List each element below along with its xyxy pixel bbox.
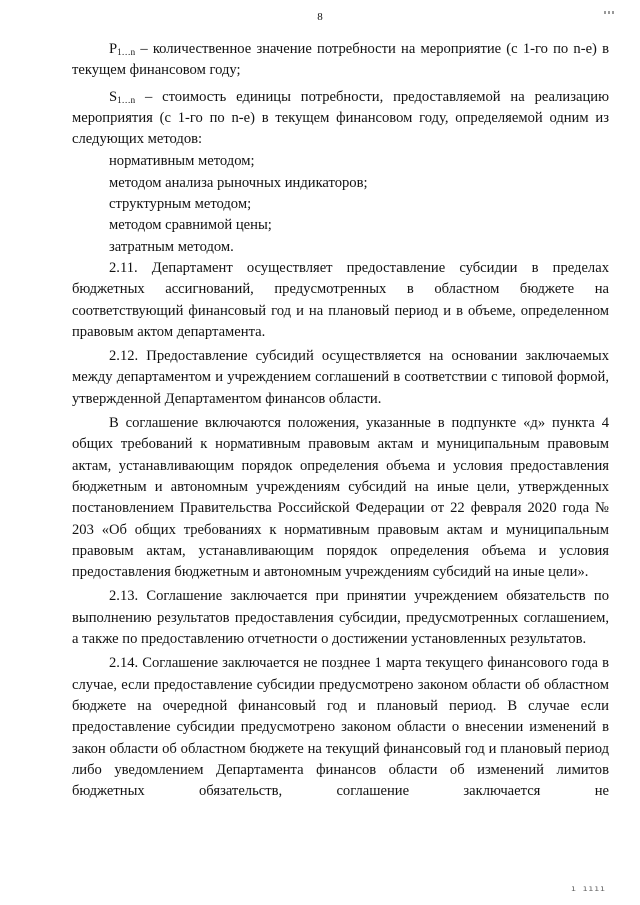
method-item: структурным методом;	[109, 196, 252, 213]
paragraph-p-text: – количественное значение потребности на мероприятие (с 1-го по n-е) в текущем финансовом году;	[72, 41, 609, 79]
paragraph-2-14: 2.14. Соглашение заключается не позднее 1 марта текущего финансового года в случае, если предоставление субсидии предусмотрено законом области об областном бюджете на очередной финансовый год и плановый период. В случае если предоставление субсидии предусмотрено законом области о внесении изменений в закон области об областном бюджете на текущий финансовый год и плановый период либо уведомлением Департамента финансов области об изменений лимитов бюджетных обязательств, соглашение заключается не	[72, 655, 609, 800]
method-item: методом анализа рыночных индикаторов;	[109, 174, 368, 191]
paragraph-2-11: 2.11. Департамент осуществляет предоставление субсидии в пределах бюджетных ассигнований, предусмотренных в областном бюджете на соответствующий финансовый год и на плановый период и в объеме, определенном правовым актом департамента.	[72, 259, 609, 340]
method-item: затратным методом.	[109, 238, 234, 255]
paragraph-2-12: 2.12. Предоставление субсидий осуществляется на основании заключаемых между департаментом и учреждением соглашений в соответствии с типовой формой, утвержденной Департаментом финансов области.	[72, 348, 609, 407]
methods-list	[72, 151, 609, 257]
symbol-p-subscript: 1…n	[117, 47, 136, 57]
corner-marks	[604, 0, 620, 3]
paragraph-s-text: – стоимость единицы потребности, предоставляемой на реализацию мероприятия (с 1-го по n-е) в текущем финансовом году, определяемой одним из следующих методов:	[72, 88, 609, 148]
page-number: 8	[317, 11, 323, 23]
paragraph-agreement-provisions: В соглашение включаются положения, указанные в подпункте «д» пункта 4 общих требований к нормативным правовым актам и муниципальным правовым актам, устанавливающим порядок определения объема и условия предоставления бюджетным и автономным учреждениям субсидий на иные цели, утвержденных постановлением Правительства Российской Федерации от 22 февраля 2020 года № 203 «Об общих требованиях к нормативным правовым актам и муниципальным правовым актам, устанавливающим порядок определения объема и условия предоставления бюджетным и автономным учреждениям субсидий на иные цели».	[72, 415, 609, 581]
paragraph-s-definition	[72, 87, 609, 151]
paragraph-2-13: 2.13. Соглашение заключается при принятии учреждением обязательств по выполнению результатов предоставления субсидии, предусмотренных соглашением, а также по предоставлению отчетности о достижении установленных результатов.	[72, 588, 609, 648]
symbol-s-subscript: 1…n	[117, 94, 136, 105]
paragraph-p-definition	[72, 39, 609, 82]
body-text	[72, 39, 609, 802]
scan-footer-mark: ı ıııı	[571, 883, 606, 893]
symbol-p: P	[109, 41, 118, 57]
method-item: методом сравнимой цены;	[109, 217, 272, 234]
method-item: нормативным методом;	[109, 153, 255, 170]
symbol-s: S	[109, 88, 118, 105]
